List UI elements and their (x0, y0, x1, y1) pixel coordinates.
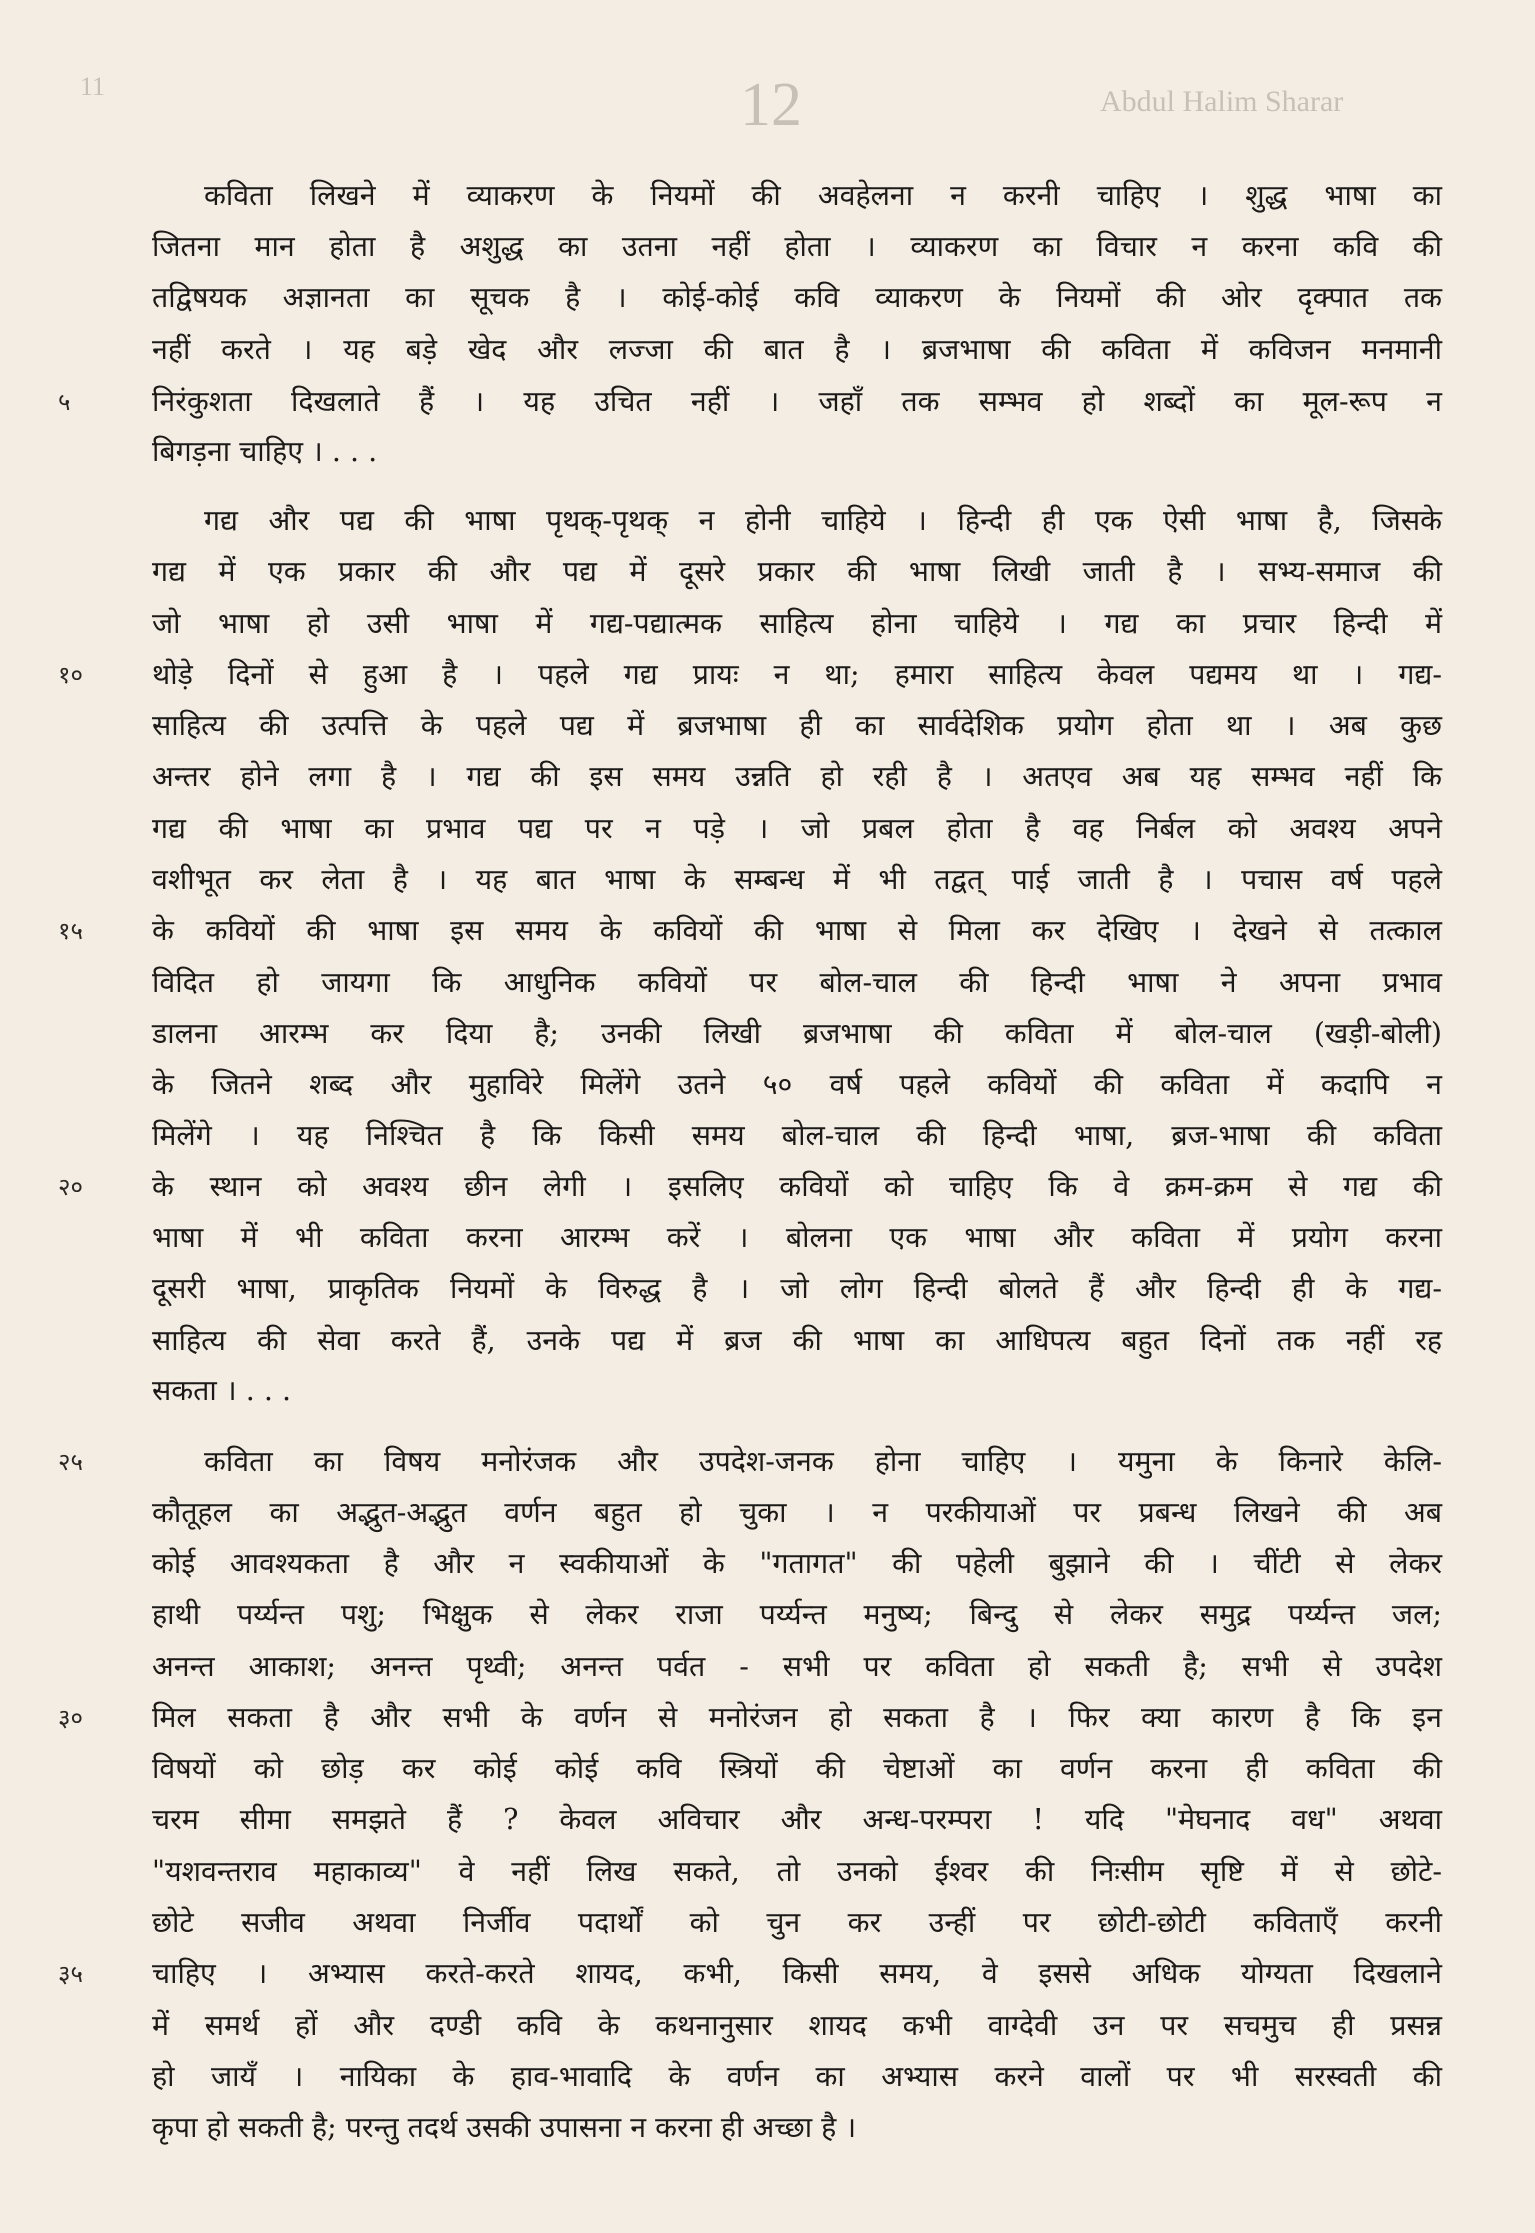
text-line: "यशवन्तराव महाकाव्य" वे नहीं लिख सकते, तो उनको ईश्वर की निःसीम सृष्टि में से छोटे- (152, 1855, 1442, 1888)
text-line: के कवियों की भाषा इस समय के कवियों की भाषा से मिला कर देखिए । देखने से तत्काल (152, 914, 1442, 947)
line-number: १५ (58, 917, 83, 945)
text-line: चाहिए । अभ्यास करते-करते शायद, कभी, किसी समय, वे इससे अधिक योग्यता दिखलाने (152, 1957, 1442, 1990)
text-line: बिगड़ना चाहिए । . . . (152, 435, 378, 468)
text-line: तद्विषयक अज्ञानता का सूचक है । कोई-कोई कवि व्याकरण के नियमों की ओर दृक्पात तक (152, 281, 1442, 314)
bleed-through-page-number: 11 (80, 72, 106, 101)
text-line: दूसरी भाषा, प्राकृतिक नियमों के विरुद्ध है । जो लोग हिन्दी बोलते हैं और हिन्दी ही के गद्य- (152, 1272, 1442, 1305)
text-line: विषयों को छोड़ कर कोई कोई कवि स्त्रियों की चेष्टाओं का वर्णन करना ही कविता की (152, 1752, 1442, 1785)
text-line: गद्य और पद्य की भाषा पृथक्-पृथक् न होनी चाहिये । हिन्दी ही एक ऐसी भाषा है, जिसके (204, 504, 1442, 537)
text-line: अन्तर होने लगा है । गद्य की इस समय उन्नति हो रही है । अतएव अब यह सम्भव नहीं कि (152, 760, 1442, 793)
text-line: गद्य की भाषा का प्रभाव पद्य पर न पड़े । जो प्रबल होता है वह निर्बल को अवश्य अपने (152, 812, 1442, 845)
text-line: सकता । . . . (152, 1374, 291, 1407)
line-number: ३५ (58, 1960, 83, 1988)
line-number: २० (58, 1173, 83, 1201)
text-line: कृपा हो सकती है; परन्तु तदर्थ उसकी उपासना न करना ही अच्छा है । (152, 2111, 857, 2144)
text-line: गद्य में एक प्रकार की और पद्य में दूसरे प्रकार की भाषा लिखी जाती है । सभ्य-समाज की (152, 555, 1442, 588)
text-line: हाथी पर्य्यन्त पशु; भिक्षुक से लेकर राजा पर्य्यन्त मनुष्य; बिन्दु से लेकर समुद्र पर्य्यन्त जल; (152, 1598, 1442, 1631)
text-line: के जितने शब्द और मुहाविरे मिलेंगे उतने ५० वर्ष पहले कवियों की कविता में कदापि न (152, 1068, 1442, 1101)
line-number: ५ (58, 388, 71, 416)
line-number: २५ (58, 1448, 83, 1476)
line-number: ३० (58, 1704, 83, 1732)
text-line: के स्थान को अवश्य छीन लेगी । इसलिए कवियों को चाहिए कि वे क्रम-क्रम से गद्य की (152, 1170, 1442, 1203)
text-line: विदित हो जायगा कि आधुनिक कवियों पर बोल-चाल की हिन्दी भाषा ने अपना प्रभाव (152, 966, 1442, 999)
text-line: कविता का विषय मनोरंजक और उपदेश-जनक होना चाहिए । यमुना के किनारे केलि- (204, 1445, 1442, 1478)
text-line: डालना आरम्भ कर दिया है; उनकी लिखी ब्रजभाषा की कविता में बोल-चाल (खड़ी-बोली) (152, 1017, 1442, 1050)
text-line: में समर्थ हों और दण्डी कवि के कथनानुसार शायद कभी वाग्देवी उन पर सचमुच ही प्रसन्न (152, 2009, 1442, 2042)
text-line: थोड़े दिनों से हुआ है । पहले गद्य प्रायः न था; हमारा साहित्य केवल पद्यमय था । गद्य- (152, 658, 1442, 691)
line-number: १० (58, 661, 83, 689)
text-line: हो जायँ । नायिका के हाव-भावादि के वर्णन का अभ्यास करने वालों पर भी सरस्वती की (152, 2060, 1442, 2093)
text-line: छोटे सजीव अथवा निर्जीव पदार्थों को चुन कर उन्हीं पर छोटी-छोटी कविताएँ करनी (152, 1906, 1442, 1939)
bleed-through-big-number: 12 (740, 71, 802, 139)
text-line: जितना मान होता है अशुद्ध का उतना नहीं होता । व्याकरण का विचार न करना कवि की (152, 230, 1442, 263)
text-line: साहित्य की सेवा करते हैं, उनके पद्य में ब्रज की भाषा का आधिपत्य बहुत दिनों तक नहीं रह (152, 1324, 1442, 1357)
text-line: कविता लिखने में व्याकरण के नियमों की अवहेलना न करनी चाहिए । शुद्ध भाषा का (204, 179, 1442, 212)
text-line: जो भाषा हो उसी भाषा में गद्य-पद्यात्मक साहित्य होना चाहिये । गद्य का प्रचार हिन्दी में (152, 607, 1442, 640)
text-line: वशीभूत कर लेता है । यह बात भाषा के सम्बन्ध में भी तद्वत् पाई जाती है । पचास वर्ष पहले (152, 863, 1442, 896)
bleed-through-running-header: Abdul Halim Sharar (1100, 85, 1344, 118)
text-line: कोई आवश्यकता है और न स्वकीयाओं के "गतागत" की पहेली बुझाने की । चींटी से लेकर (152, 1547, 1442, 1580)
text-line: कौतूहल का अद्भुत-अद्भुत वर्णन बहुत हो चुका । न परकीयाओं पर प्रबन्ध लिखने की अब (152, 1496, 1442, 1529)
text-line: नहीं करते । यह बड़े खेद और लज्जा की बात है । ब्रजभाषा की कविता में कविजन मनमानी (152, 333, 1442, 366)
text-line: मिलेंगे । यह निश्चित है कि किसी समय बोल-चाल की हिन्दी भाषा, ब्रज-भाषा की कविता (152, 1119, 1442, 1152)
text-line: अनन्त आकाश; अनन्त पृथ्वी; अनन्त पर्वत - सभी पर कविता हो सकती है; सभी से उपदेश (152, 1650, 1442, 1683)
text-line: निरंकुशता दिखलाते हैं । यह उचित नहीं । जहाँ तक सम्भव हो शब्दों का मूल-रूप न (152, 385, 1442, 418)
text-line: चरम सीमा समझते हैं ? केवल अविचार और अन्ध-परम्परा ! यदि "मेघनाद वध" अथवा (152, 1803, 1442, 1836)
text-line: मिल सकता है और सभी के वर्णन से मनोरंजन हो सकता है । फिर क्या कारण है कि इन (152, 1701, 1442, 1734)
text-line: भाषा में भी कविता करना आरम्भ करें । बोलना एक भाषा और कविता में प्रयोग करना (152, 1221, 1442, 1254)
text-line: साहित्य की उत्पत्ति के पहले पद्य में ब्रजभाषा ही का सार्वदेशिक प्रयोग होता था । अब कुछ (152, 709, 1442, 742)
